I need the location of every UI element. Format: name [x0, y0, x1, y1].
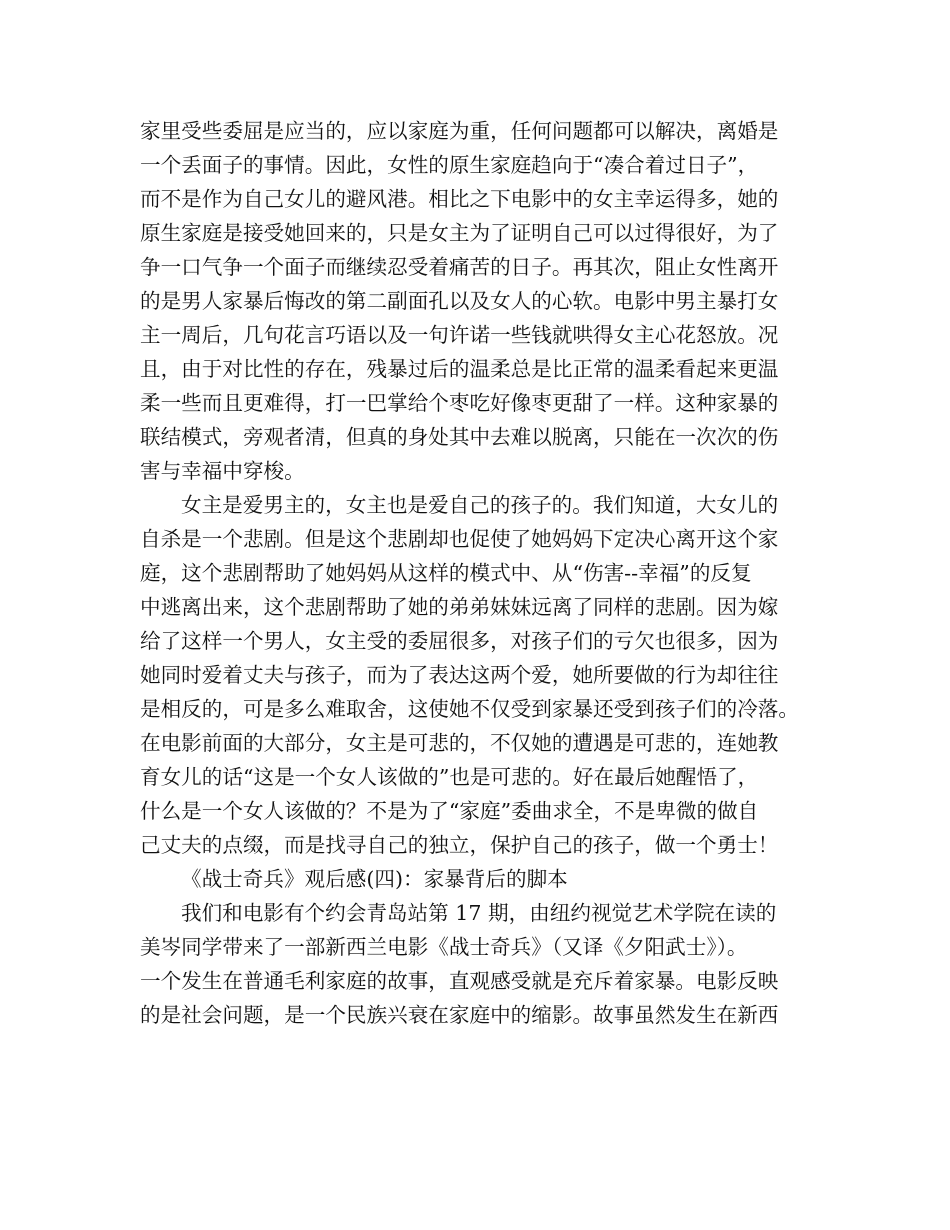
text-line: 美岑同学带来了一部新西兰电影《战士奇兵》（又译《夕阳武士》）。 [140, 935, 748, 959]
text-line: 她同时爱着丈夫与孩子，而为了表达这两个爱，她所要做的行为却往往 [140, 663, 779, 687]
text-line: 害与幸福中穿梭。 [140, 459, 305, 483]
text-line: 且，由于对比性的存在，残暴过后的温柔总是比正常的温柔看起来更温 [140, 357, 779, 381]
text-line: 一个丢面子的事情。因此，女性的原生家庭趋向于“凑合着过日子”， [140, 153, 759, 177]
text-line: 而不是作为自己女儿的避风港。相比之下电影中的女主幸运得多，她的 [140, 187, 779, 211]
text-line: 育女儿的话“这是一个女人该做的”也是可悲的。好在最后她醒悟了， [140, 765, 759, 789]
section-heading: 《战士奇兵》观后感(四)：家暴背后的脚本 [181, 867, 568, 891]
text-line: 的是社会问题，是一个民族兴衰在家庭中的缩影。故事虽然发生在新西 [140, 1003, 779, 1027]
text-line: 一个发生在普通毛利家庭的故事，直观感受就是充斥着家暴。电影反映 [140, 969, 779, 993]
text-line: 庭，这个悲剧帮助了她妈妈从这样的模式中、从“伤害--幸福”的反复 [140, 561, 752, 585]
text-line: 己丈夫的点缀，而是找寻自己的独立，保护自己的孩子，做一个勇士！ [140, 833, 779, 857]
text-line: 原生家庭是接受她回来的，只是女主为了证明自己可以过得很好，为了 [140, 221, 779, 245]
text-line: 什么是一个女人该做的？不是为了“家庭”委曲求全，不是卑微的做自 [140, 799, 759, 823]
text-line: 给了这样一个男人，女主受的委屈很多，对孩子们的亏欠也很多，因为 [140, 629, 779, 653]
text-line: 家里受些委屈是应当的，应以家庭为重，任何问题都可以解决，离婚是 [140, 119, 779, 143]
paragraph-first-line: 女主是爱男主的，女主也是爱自己的孩子的。我们知道，大女儿的 [181, 493, 779, 517]
text-line: 柔一些而且更难得，打一巴掌给个枣吃好像枣更甜了一样。这种家暴的 [140, 391, 779, 415]
text-line: 的是男人家暴后悔改的第二副面孔以及女人的心软。电影中男主暴打女 [140, 289, 779, 313]
text-line: 联结模式，旁观者清，但真的身处其中去难以脱离，只能在一次次的伤 [140, 425, 779, 449]
text-line: 主一周后，几句花言巧语以及一句许诺一些钱就哄得女主心花怒放。况 [140, 323, 779, 347]
text-line: 在电影前面的大部分，女主是可悲的，不仅她的遭遇是可悲的，连她教 [140, 731, 779, 755]
text-line: 自杀是一个悲剧。但是这个悲剧却也促使了她妈妈下定决心离开这个家 [140, 527, 779, 551]
text-line: 是相反的，可是多么难取舍，这使她不仅受到家暴还受到孩子们的冷落。 [140, 697, 799, 721]
text-line: 争一口气争一个面子而继续忍受着痛苦的日子。再其次，阻止女性离开 [140, 255, 779, 279]
paragraph-first-line: 我们和电影有个约会青岛站第 17 期，由纽约视觉艺术学院在读的 [181, 901, 777, 925]
text-line: 中逃离出来，这个悲剧帮助了她的弟弟妹妹远离了同样的悲剧。因为嫁 [140, 595, 779, 619]
body-text [140, 114, 840, 1032]
